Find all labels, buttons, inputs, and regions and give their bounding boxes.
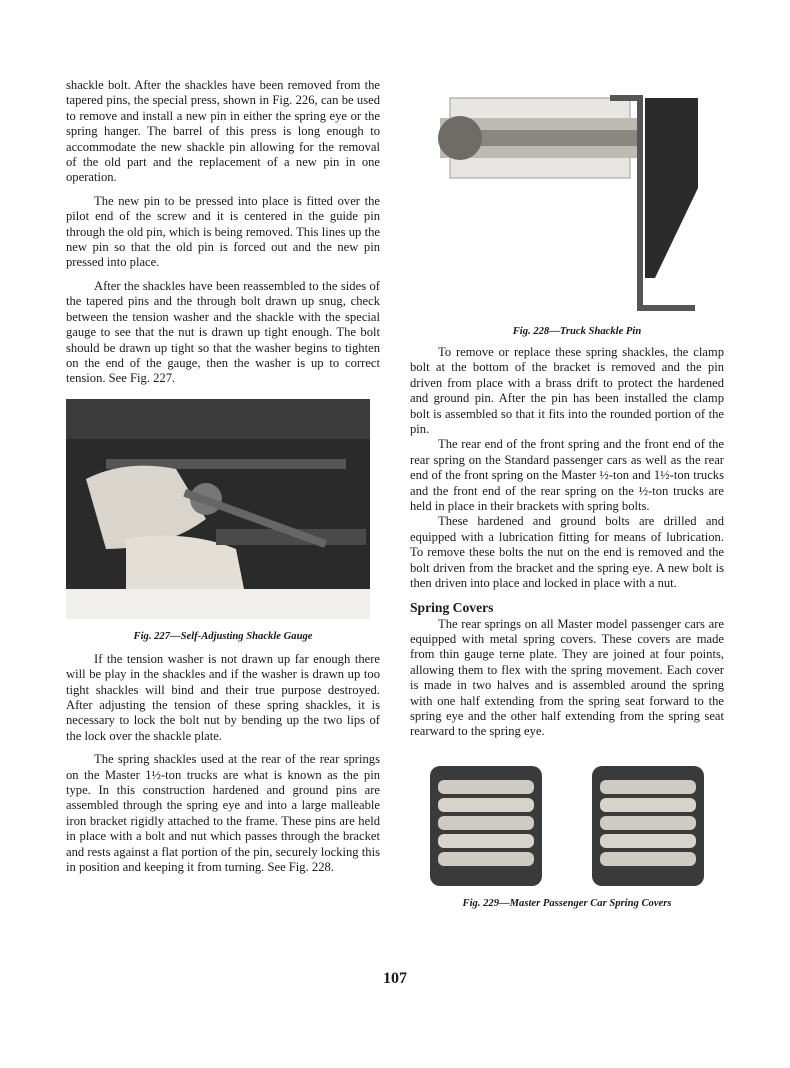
figure-caption: Fig. 229—Master Passenger Car Spring Covers: [462, 897, 672, 909]
paragraph: If the tension washer is not drawn up far enough there will be play in the shackles and if the washer is drawn up too tight shackles will bind and their true purpose destroyed. After adjusting the tension of these spring shackles, it is necessary to lock the bolt nut by bending up the two lips of the lock over the shackle plate.: [66, 651, 380, 743]
truck-shackle-pin-photo: [430, 78, 698, 318]
page-number: 107: [383, 970, 407, 987]
figure-caption: Fig. 227—Self-Adjusting Shackle Gauge: [133, 630, 313, 642]
spring-cover-right: [592, 766, 704, 886]
figure-227: [66, 399, 380, 642]
paragraph: The rear springs on all Master model passenger cars are equipped with metal spring covers. These covers are made from thin gauge terne plate. They are joined at four points, allowing them to flex with the spring movement. Each cover is made in two halves and is assembled around the spring with one half extending from the spring seat forward to the spring eye and the other half extending from the spring seat rearward to the spring eye.: [410, 616, 724, 739]
paragraph: The spring shackles used at the rear of the rear springs on the Master 1½-ton trucks are what is known as the pin type. In this construction hardened and ground pins are assembled through the spring eye and into a large malleable iron bracket rigidly attached to the frame. These pins are held in place with a bolt and nut which passes through the bracket and rests against a flat portion of the pin, securely locking this in position and keeping it from turning. See Fig. 228.: [66, 752, 380, 874]
right-column: [410, 78, 724, 909]
paragraph: To remove or replace these spring shackles, the clamp bolt at the bottom of the bracket is removed and the pin driven from place with a brass drift to protect the hardened and ground pin. After the pin has been installed the clamp bolt is assembled so that it fits into the rounded portion of the pin.: [410, 345, 724, 437]
paragraph: After the shackles have been reassembled to the sides of the tapered pins and the through bolt drawn up snug, check between the tension washer and the shackle with the special gauge to see that the nut is drawn up tight enough. The bolt should be drawn up tight so that the washer begins to tighten on the end of the gauge, then the washer is up to correct tension. See Fig. 227.: [66, 278, 380, 386]
section-heading: Spring Covers: [410, 599, 494, 615]
paragraph: shackle bolt. After the shackles have been removed from the tapered pins, the special press, shown in Fig. 226, can be used to remove and install a new pin in either the spring eye or the spring hanger. The barrel of this press is long enough to accommodate the new shackle pin allowing for the removal of the old part and the replacement of a new pin in one operation.: [66, 78, 380, 185]
spring-covers-photo: [410, 762, 724, 892]
figure-228: [430, 78, 724, 337]
left-column: [66, 78, 380, 875]
paragraph: The new pin to be pressed into place is fitted over the pilot end of the screw and it is centered in the guide pin through the old pin, which is being removed. This lines up the new pin so that the old pin is forced out and the new pin pressed into place.: [66, 193, 380, 270]
paragraph: The rear end of the front spring and the front end of the rear spring on the Standard passenger cars as well as the rear end of the front spring on the Master ½-ton and 1½-ton trucks and the front end of the rear spring on the ½-ton trucks are held in place in their brackets with spring bolts.: [410, 437, 724, 514]
spring-cover-left: [430, 766, 542, 886]
shackle-gauge-photo: [66, 399, 370, 619]
paragraph: These hardened and ground bolts are drilled and equipped with a lubrication fitting for means of lubrication. To remove these bolts the nut on the end is removed and the bolt driven from the bracket and the spring eye. A new bolt is then driven into place and locked in place with a nut.: [410, 514, 724, 591]
figure-caption: Fig. 228—Truck Shackle Pin: [512, 326, 642, 337]
figure-229: [410, 762, 724, 909]
